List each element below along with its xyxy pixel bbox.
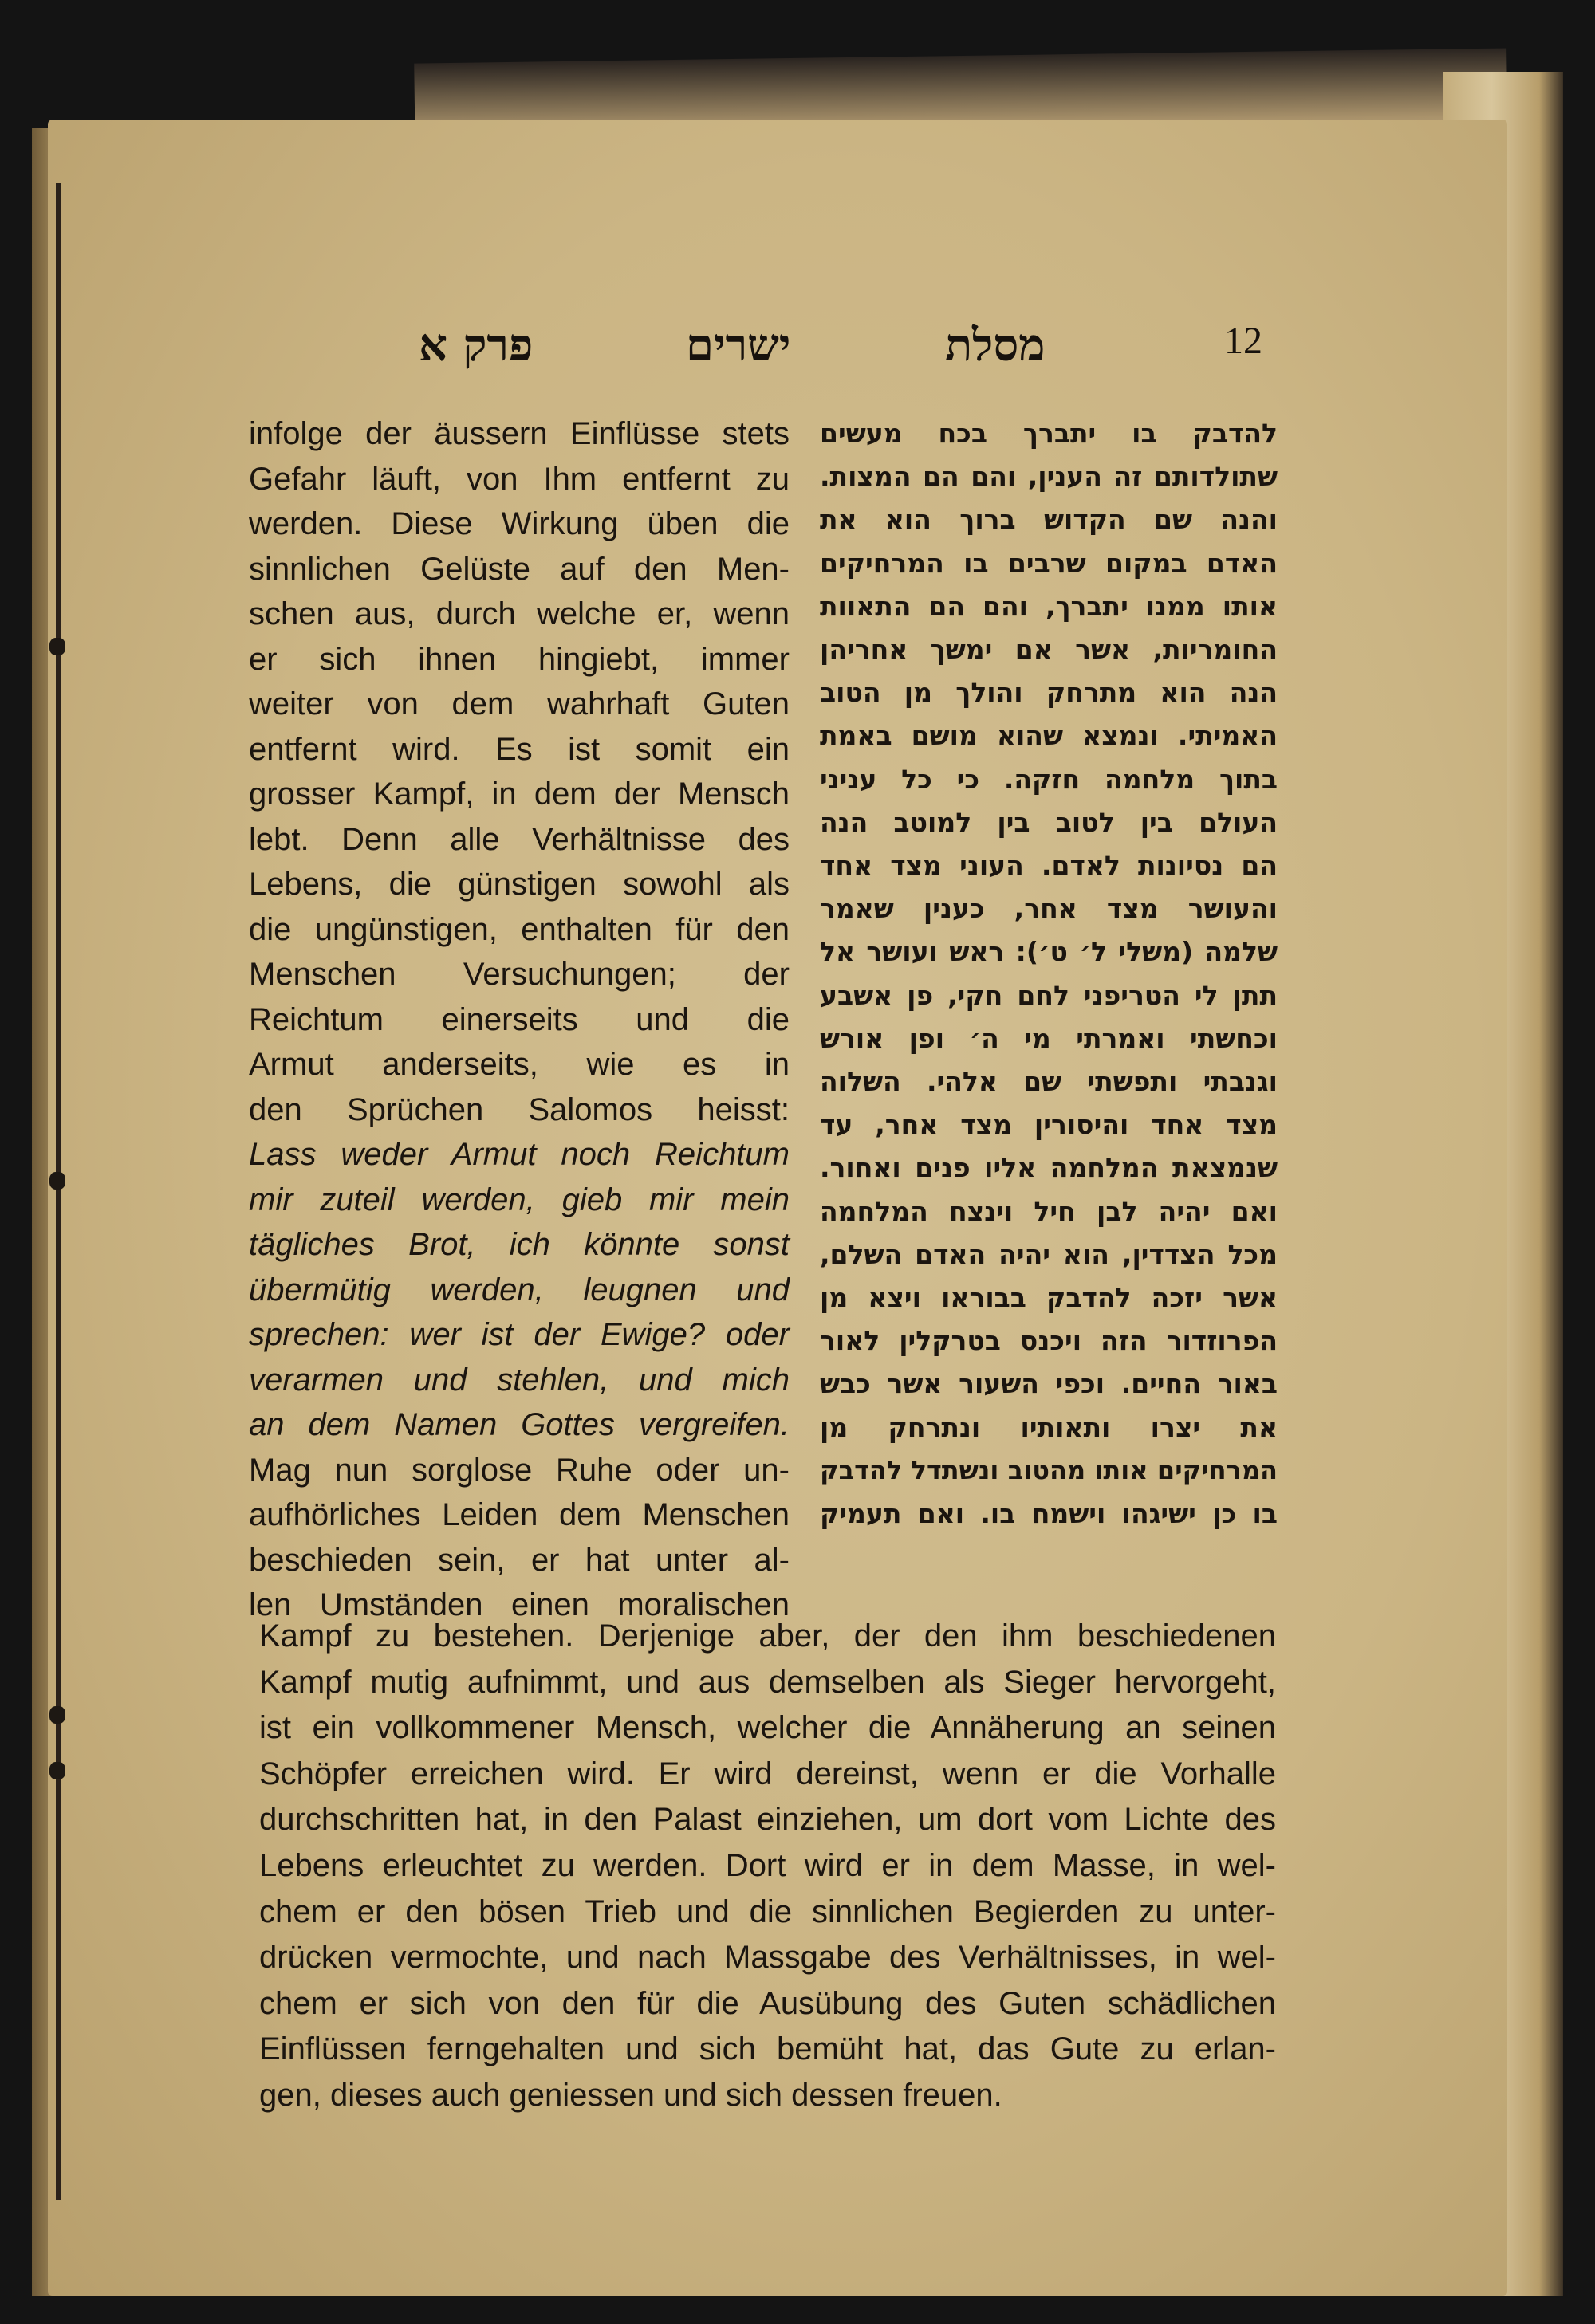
hebrew-column-line: שנמצאת המלחמה אליו פנים ואחור. — [820, 1152, 1278, 1184]
german-column-line: den Sprüchen Salomos heisst: — [249, 1091, 790, 1127]
hebrew-column-line: שתולדותם זה הענין, והם הם המצות. — [820, 461, 1278, 493]
stitch-mark — [49, 1172, 65, 1190]
german-full-line: chem er sich von den für die Ausübung des Guten schädlichen — [259, 1985, 1276, 2021]
german-column-line: Menschen Versuchungen; der — [249, 957, 790, 992]
hebrew-column-line: והעושר מצד אחר, כענין שאמר — [820, 893, 1278, 925]
german-column-line: tägliches Brot, ich könnte sonst — [249, 1227, 790, 1262]
hebrew-column-line: הם נסיונות לאדם. העוני מצד אחד — [820, 850, 1278, 881]
german-full-line: Kampf mutig aufnimmt, und aus demselben als Sieger hervorgeht, — [259, 1664, 1276, 1700]
german-column-line: übermütig werden, leugnen und — [249, 1272, 790, 1307]
chapter-label: פרק א — [419, 319, 534, 372]
german-column-line: weiter von dem wahrhaft Guten — [249, 686, 790, 722]
german-column-line: schen aus, durch welche er, wenn — [249, 596, 790, 631]
german-column-line: sprechen: wer ist der Ewige? oder — [249, 1317, 790, 1352]
german-full-line: chem er den bösen Trieb und die sinnlichen Begierden zu unter- — [259, 1893, 1276, 1929]
german-column-line: Mag nun sorglose Ruhe oder un- — [249, 1452, 790, 1488]
hebrew-column-line: מכל הצדדין, הוא יהיה האדם השלם, — [820, 1238, 1278, 1270]
german-column-line: die ungünstigen, enthalten für den — [249, 911, 790, 947]
german-column-line: er sich ihnen hingiebt, immer — [249, 641, 790, 677]
german-column-line: sinnlichen Gelüste auf den Men- — [249, 551, 790, 587]
hebrew-column-line: באור החיים. וכפי השעור אשר כבש — [820, 1368, 1278, 1400]
german-column-line: Gefahr läuft, von Ihm entfernt zu — [249, 461, 790, 497]
hebrew-column-line: המרחיקים אותו מהטוב ונשתדל להדבק — [820, 1454, 1278, 1485]
page-number: 12 — [1224, 320, 1262, 362]
hebrew-column-line: את יצרו ותאותיו ונתרחק מן — [820, 1411, 1278, 1443]
running-title-word: מסלת — [945, 319, 1046, 372]
german-column-line: grosser Kampf, in dem der Mensch — [249, 777, 790, 812]
german-column-line: werden. Diese Wirkung üben die — [249, 506, 790, 541]
running-title-word: ישרים — [686, 319, 791, 372]
german-column-line: entfernt wird. Es ist somit ein — [249, 731, 790, 767]
german-full-line: drücken vermochte, und nach Massgabe des Verhältnisses, in wel- — [259, 1940, 1276, 1976]
stitch-mark — [49, 1706, 65, 1724]
stitch-mark — [49, 1762, 65, 1779]
hebrew-column-line: האדם במקום שרבים בו המרחיקים — [820, 547, 1278, 579]
german-column-line: aufhörliches Leiden dem Menschen — [249, 1497, 790, 1532]
german-column-line: infolge der äussern Einflüsse stets — [249, 416, 790, 451]
hebrew-column-line: הנה הוא מתרחק והולך מן הטוב — [820, 677, 1278, 709]
hebrew-column-line: להדבק בו יתברך בכח מעשים — [820, 418, 1278, 449]
german-column-line: Lebens, die günstigen sowohl als — [249, 867, 790, 902]
german-column-line: lebt. Denn alle Verhältnisse des — [249, 821, 790, 857]
german-column-line: mir zuteil werden, gieb mir mein — [249, 1182, 790, 1217]
german-full-line: Einflüssen ferngehalten und sich bemüht hat, das Gute zu erlan- — [259, 2031, 1276, 2067]
hebrew-column-line: האמיתי. ונמצא שהוא מושם באמת — [820, 720, 1278, 752]
german-column-line: Lass weder Armut noch Reichtum — [249, 1137, 790, 1172]
hebrew-column-line: והנה שם הקדוש ברוך הוא את — [820, 504, 1278, 536]
hebrew-column-line: העולם בין לטוב בין למוטב הנה — [820, 806, 1278, 838]
binding-thread — [56, 183, 61, 2200]
german-full-line: Lebens erleuchtet zu werden. Dort wird er in dem Masse, in wel- — [259, 1848, 1276, 1883]
german-full-line: Kampf zu bestehen. Derjenige aber, der den ihm beschiedenen — [259, 1618, 1276, 1654]
hebrew-column-line: אותו ממנו יתברך, והם הם התאוות — [820, 590, 1278, 622]
hebrew-column-line: החומריות, אשר אם ימשך אחריהן — [820, 634, 1278, 665]
german-full-line: gen, dieses auch geniessen und sich dessen freuen. — [259, 2078, 1002, 2113]
german-column-line: verarmen und stehlen, und mich — [249, 1362, 790, 1398]
hebrew-column-line: בו כן ישיגהו וישמח בו. ואם תעמיק — [820, 1498, 1278, 1529]
german-full-line: Schöpfer erreichen wird. Er wird dereinst, wenn er die Vorhalle — [259, 1756, 1276, 1791]
german-full-line: durchschritten hat, in den Palast einziehen, um dort vom Lichte des — [259, 1802, 1276, 1838]
hebrew-column-line: שלמה (משלי ל׳ ט׳): ראש ועושר אל — [820, 936, 1278, 968]
hebrew-column-line: הפרוזדור הזה ויכנס בטרקלין לאור — [820, 1325, 1278, 1357]
stitch-mark — [49, 638, 65, 655]
hebrew-column-line: תתן לי הטריפני לחם חקי, פן אשבע — [820, 979, 1278, 1011]
german-column-line: Reichtum einerseits und die — [249, 1001, 790, 1037]
hebrew-column-line: אשר יזכה להדבק בבוראו ויצא מן — [820, 1282, 1278, 1313]
german-column-line: beschieden sein, er hat unter al- — [249, 1542, 790, 1578]
hebrew-column-line: ואם יהיה לבן חיל וינצח המלחמה — [820, 1195, 1278, 1227]
german-column-line: an dem Namen Gottes vergreifen. — [249, 1407, 790, 1442]
hebrew-column-line: בתוך מלחמה חזקה. כי כל עניני — [820, 763, 1278, 795]
hebrew-column-line: וכחשתי ואמרתי מי ה׳ ופן אורש — [820, 1022, 1278, 1054]
german-column-line: Armut anderseits, wie es in — [249, 1047, 790, 1082]
german-column-line: len Umständen einen moralischen — [249, 1587, 790, 1622]
hebrew-column-line: מצד אחד והיסורין מצד אחר, עד — [820, 1109, 1278, 1141]
german-full-line: ist ein vollkommener Mensch, welcher die Annäherung an seinen — [259, 1710, 1276, 1746]
hebrew-column-line: וגנבתי ותפשתי שם אלהי. השלוה — [820, 1066, 1278, 1097]
